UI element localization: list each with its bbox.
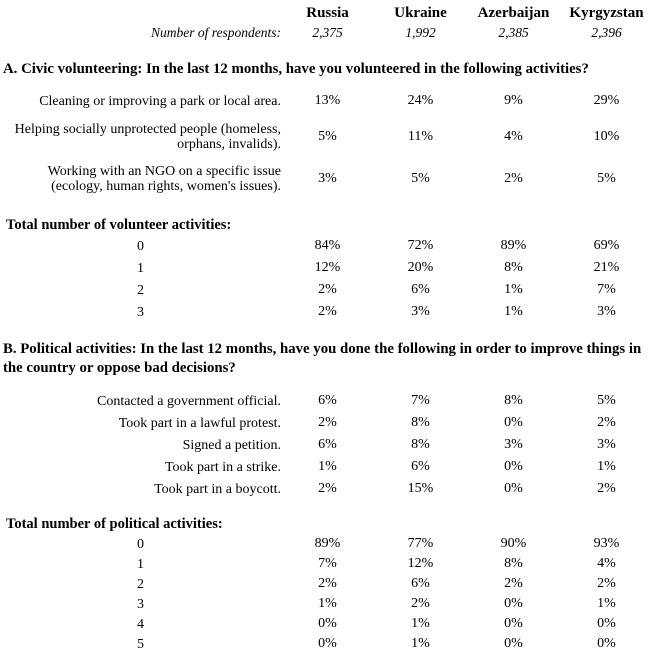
value-russia: 89% <box>314 536 341 551</box>
column-header-azerbaijan: Azerbaijan <box>477 4 550 21</box>
volunteer-total-heading: Total number of volunteer activities: <box>6 217 232 233</box>
value-ukraine: 6% <box>411 459 430 474</box>
value-russia: 7% <box>318 556 337 571</box>
political-row-petition <box>0 434 666 456</box>
activity-label: Took part in a strike. <box>164 459 281 475</box>
value-ukraine: 12% <box>407 556 434 571</box>
value-kyrgyzstan: 2% <box>597 415 616 430</box>
value-russia: 1% <box>318 459 337 474</box>
column-header-row <box>0 3 666 23</box>
value-azerbaijan: 89% <box>500 238 527 253</box>
volunteer-total-row-0 <box>0 235 666 257</box>
value-azerbaijan: 1% <box>504 282 523 297</box>
activity-row-helping <box>0 116 666 158</box>
value-azerbaijan: 8% <box>504 393 523 408</box>
volunteer-total-row-1 <box>0 257 666 279</box>
value-azerbaijan: 9% <box>504 93 523 108</box>
respondents-ukraine: 1,992 <box>405 24 436 40</box>
section-b-heading: B. Political activities: In the last 12 months, have you done the following in order to improve things in the country or oppose bad decisions? <box>3 341 642 376</box>
value-kyrgyzstan: 2% <box>597 576 616 591</box>
value-ukraine: 6% <box>411 282 430 297</box>
activity-label: Cleaning or improving a park or local area. <box>39 93 281 109</box>
political-total-row-3 <box>0 594 666 614</box>
value-azerbaijan: 90% <box>500 536 527 551</box>
value-ukraine: 3% <box>411 304 430 319</box>
political-row-strike <box>0 456 666 478</box>
value-azerbaijan: 8% <box>504 556 523 571</box>
value-russia: 3% <box>318 171 337 186</box>
value-azerbaijan: 0% <box>504 616 523 631</box>
value-kyrgyzstan: 1% <box>597 459 616 474</box>
respondents-label: Number of respondents: <box>151 25 281 40</box>
value-ukraine: 7% <box>411 393 430 408</box>
value-ukraine: 8% <box>411 437 430 452</box>
value-ukraine: 24% <box>407 93 434 108</box>
value-kyrgyzstan: 1% <box>597 596 616 611</box>
value-kyrgyzstan: 3% <box>597 304 616 319</box>
activity-label: Helping socially unprotected people (homeless, orphans, invalids). <box>14 122 281 152</box>
value-azerbaijan: 0% <box>504 481 523 496</box>
volunteer-total-row-3 <box>0 301 666 323</box>
value-russia: 5% <box>318 129 337 144</box>
column-header-russia: Russia <box>306 4 349 21</box>
value-ukraine: 11% <box>407 129 434 144</box>
value-ukraine: 2% <box>411 596 430 611</box>
value-kyrgyzstan: 0% <box>597 616 616 631</box>
value-kyrgyzstan: 93% <box>593 536 620 551</box>
value-azerbaijan: 2% <box>504 576 523 591</box>
value-ukraine: 15% <box>407 481 434 496</box>
value-kyrgyzstan: 7% <box>597 282 616 297</box>
political-total-row-0 <box>0 534 666 554</box>
activity-row-park <box>0 86 666 116</box>
value-kyrgyzstan: 2% <box>597 481 616 496</box>
value-russia: 6% <box>318 437 337 452</box>
value-kyrgyzstan: 5% <box>597 171 616 186</box>
value-azerbaijan: 0% <box>504 415 523 430</box>
activity-row-ngo <box>0 158 666 200</box>
value-ukraine: 72% <box>407 238 434 253</box>
volunteer-total-row-2 <box>0 279 666 301</box>
activity-label: Took part in a lawful protest. <box>118 415 281 431</box>
value-russia: 2% <box>318 576 337 591</box>
column-header-ukraine: Ukraine <box>394 4 447 21</box>
value-azerbaijan: 0% <box>504 459 523 474</box>
count-label: 0 <box>137 238 144 254</box>
value-azerbaijan: 4% <box>504 129 523 144</box>
political-row-official <box>0 390 666 412</box>
value-azerbaijan: 8% <box>504 260 523 275</box>
value-azerbaijan: 2% <box>504 171 523 186</box>
count-label: 1 <box>137 556 144 572</box>
value-ukraine: 8% <box>411 415 430 430</box>
value-ukraine: 5% <box>411 171 430 186</box>
political-total-heading: Total number of political activities: <box>6 516 223 532</box>
value-russia: 2% <box>318 282 337 297</box>
respondents-row <box>0 23 666 42</box>
political-row-boycott <box>0 478 666 500</box>
activity-label: Working with an NGO on a specific issue (ecology, human rights, women's issues). <box>47 164 281 194</box>
value-russia: 0% <box>318 636 337 651</box>
value-russia: 1% <box>318 596 337 611</box>
respondents-russia: 2,375 <box>312 24 343 40</box>
value-kyrgyzstan: 3% <box>597 437 616 452</box>
respondents-azerbaijan: 2,385 <box>498 24 529 40</box>
value-azerbaijan: 1% <box>504 304 523 319</box>
value-russia: 13% <box>314 93 341 108</box>
value-russia: 2% <box>318 304 337 319</box>
count-label: 2 <box>137 576 144 592</box>
value-russia: 0% <box>318 616 337 631</box>
value-russia: 12% <box>314 260 341 275</box>
political-total-row-2 <box>0 574 666 594</box>
political-total-row-4 <box>0 614 666 634</box>
value-ukraine: 20% <box>407 260 434 275</box>
count-label: 2 <box>137 282 144 298</box>
value-kyrgyzstan: 0% <box>597 636 616 651</box>
column-header-kyrgyzstan: Kyrgyzstan <box>569 4 644 21</box>
count-label: 0 <box>137 536 144 552</box>
value-ukraine: 1% <box>411 636 430 651</box>
section-a-heading: A. Civic volunteering: In the last 12 months, have you volunteered in the following activities? <box>3 61 589 77</box>
count-label: 4 <box>137 616 144 632</box>
value-russia: 2% <box>318 481 337 496</box>
value-kyrgyzstan: 4% <box>597 556 616 571</box>
value-ukraine: 1% <box>411 616 430 631</box>
value-russia: 6% <box>318 393 337 408</box>
value-russia: 84% <box>314 238 341 253</box>
activity-label: Contacted a government official. <box>96 393 281 409</box>
value-azerbaijan: 3% <box>504 437 523 452</box>
activity-label: Took part in a boycott. <box>154 481 281 497</box>
value-kyrgyzstan: 69% <box>593 238 620 253</box>
count-label: 1 <box>137 260 144 276</box>
value-kyrgyzstan: 5% <box>597 393 616 408</box>
political-row-protest <box>0 412 666 434</box>
count-label: 3 <box>137 596 144 612</box>
value-kyrgyzstan: 21% <box>593 260 620 275</box>
value-russia: 2% <box>318 415 337 430</box>
value-ukraine: 6% <box>411 576 430 591</box>
value-azerbaijan: 0% <box>504 636 523 651</box>
value-kyrgyzstan: 10% <box>593 129 620 144</box>
count-label: 5 <box>137 636 144 652</box>
activity-label: Signed a petition. <box>182 437 281 453</box>
value-ukraine: 77% <box>407 536 434 551</box>
political-total-row-5 <box>0 634 666 654</box>
value-azerbaijan: 0% <box>504 596 523 611</box>
value-kyrgyzstan: 29% <box>593 93 620 108</box>
count-label: 3 <box>137 304 144 320</box>
political-total-row-1 <box>0 554 666 574</box>
respondents-kyrgyzstan: 2,396 <box>591 24 622 40</box>
